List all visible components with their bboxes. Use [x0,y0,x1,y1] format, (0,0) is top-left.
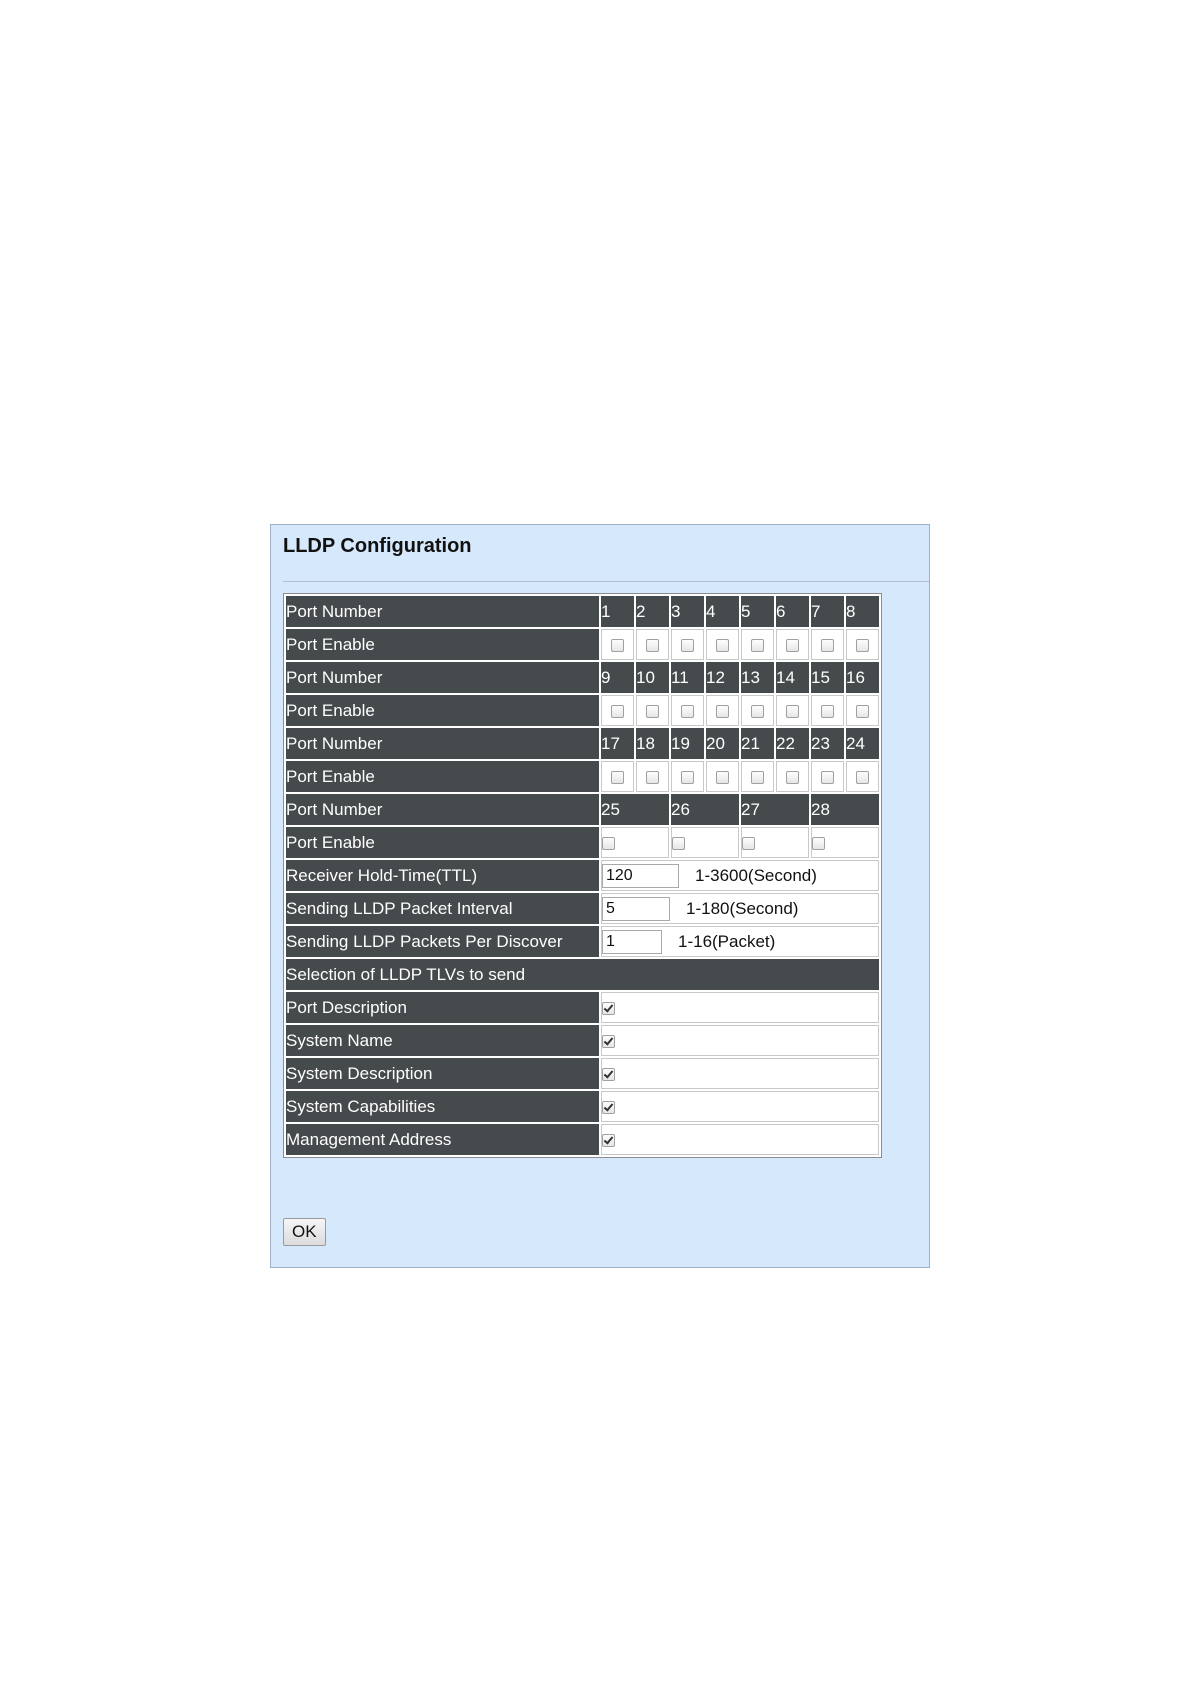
port-enable-cell [601,629,634,660]
setting-value-cell [601,860,879,891]
lldp-config-table [283,593,882,1158]
port-5-enable-checkbox[interactable] [751,639,764,652]
port-enable-cell [671,629,704,660]
port-enable-label: Port Enable [286,827,599,858]
setting-label: Sending LLDP Packets Per Discover [286,926,599,957]
port-20-enable-checkbox[interactable] [716,771,729,784]
port-number-label: Port Number [286,794,599,825]
port-enable-cell [601,761,634,792]
tlv-row [286,1091,879,1122]
port-enable-cell [671,827,739,858]
port-18-enable-checkbox[interactable] [646,771,659,784]
tlv-label: Management Address [286,1124,599,1155]
port-27-enable-checkbox[interactable] [742,837,755,850]
page-title: LLDP Configuration [283,535,472,557]
port-number-7: 7 [811,596,844,627]
port-enable-cell [846,761,879,792]
port-enable-cell [776,695,809,726]
port-24-enable-checkbox[interactable] [856,771,869,784]
port-1-enable-checkbox[interactable] [611,639,624,652]
port-9-enable-checkbox[interactable] [611,705,624,718]
port-19-enable-checkbox[interactable] [681,771,694,784]
port-number-23: 23 [811,728,844,759]
port-number-25: 25 [601,794,669,825]
port-23-enable-checkbox[interactable] [821,771,834,784]
port-enable-row [286,827,879,858]
setting-input[interactable]: 1 [602,930,662,954]
port-enable-label: Port Enable [286,761,599,792]
port-10-enable-checkbox[interactable] [646,705,659,718]
port-number-22: 22 [776,728,809,759]
port-number-row [286,728,879,759]
port-number-5: 5 [741,596,774,627]
tlv-row [286,1025,879,1056]
port-number-18: 18 [636,728,669,759]
port-15-enable-checkbox[interactable] [821,705,834,718]
port-enable-cell [636,695,669,726]
port-7-enable-checkbox[interactable] [821,639,834,652]
tlv-checkbox[interactable] [602,1002,615,1015]
port-4-enable-checkbox[interactable] [716,639,729,652]
port-enable-cell [776,629,809,660]
port-number-26: 26 [671,794,739,825]
port-enable-cell [846,695,879,726]
title-divider [283,581,929,582]
tlv-section-row [286,959,879,990]
port-number-21: 21 [741,728,774,759]
port-number-12: 12 [706,662,739,693]
port-number-10: 10 [636,662,669,693]
tlv-label: System Description [286,1058,599,1089]
port-number-16: 16 [846,662,879,693]
tlv-checkbox-cell [601,1025,879,1056]
port-enable-cell [706,695,739,726]
port-enable-cell [671,695,704,726]
port-number-11: 11 [671,662,704,693]
port-number-9: 9 [601,662,634,693]
lldp-config-panel [270,524,930,1268]
setting-input[interactable]: 120 [602,864,679,888]
tlv-checkbox-cell [601,1058,879,1089]
port-14-enable-checkbox[interactable] [786,705,799,718]
setting-row [286,860,879,891]
setting-row [286,893,879,924]
tlv-checkbox-cell [601,1091,879,1122]
port-enable-cell [741,695,774,726]
port-6-enable-checkbox[interactable] [786,639,799,652]
port-number-20: 20 [706,728,739,759]
tlv-row [286,1058,879,1089]
port-number-6: 6 [776,596,809,627]
tlv-label: Port Description [286,992,599,1023]
port-2-enable-checkbox[interactable] [646,639,659,652]
tlv-checkbox[interactable] [602,1134,615,1147]
port-enable-cell [636,761,669,792]
port-enable-cell [601,695,634,726]
port-25-enable-checkbox[interactable] [602,837,615,850]
port-number-27: 27 [741,794,809,825]
port-enable-label: Port Enable [286,695,599,726]
tlv-label: System Name [286,1025,599,1056]
port-8-enable-checkbox[interactable] [856,639,869,652]
port-number-label: Port Number [286,596,599,627]
port-enable-cell [636,629,669,660]
port-number-28: 28 [811,794,879,825]
port-number-17: 17 [601,728,634,759]
tlv-row [286,1124,879,1155]
port-3-enable-checkbox[interactable] [681,639,694,652]
setting-label: Receiver Hold-Time(TTL) [286,860,599,891]
port-28-enable-checkbox[interactable] [812,837,825,850]
port-enable-cell [811,695,844,726]
port-enable-cell [846,629,879,660]
setting-value-cell [601,893,879,924]
tlv-checkbox-cell [601,1124,879,1155]
port-enable-row [286,629,879,660]
port-number-13: 13 [741,662,774,693]
setting-row [286,926,879,957]
port-enable-cell [811,827,879,858]
port-number-label: Port Number [286,662,599,693]
ok-button[interactable]: OK [283,1218,326,1246]
tlv-checkbox[interactable] [602,1035,615,1048]
port-16-enable-checkbox[interactable] [856,705,869,718]
tlv-label: System Capabilities [286,1091,599,1122]
port-enable-cell [671,761,704,792]
setting-range: 1-3600(Second) [695,865,817,885]
port-number-row [286,596,879,627]
tlv-checkbox[interactable] [602,1068,615,1081]
port-number-label: Port Number [286,728,599,759]
port-17-enable-checkbox[interactable] [611,771,624,784]
port-enable-cell [811,761,844,792]
port-number-19: 19 [671,728,704,759]
port-12-enable-checkbox[interactable] [716,705,729,718]
port-number-row [286,794,879,825]
port-enable-cell [706,629,739,660]
port-number-1: 1 [601,596,634,627]
port-number-14: 14 [776,662,809,693]
port-enable-cell [811,629,844,660]
tlv-checkbox[interactable] [602,1101,615,1114]
tlv-row [286,992,879,1023]
port-number-15: 15 [811,662,844,693]
port-enable-row [286,761,879,792]
setting-input[interactable]: 5 [602,897,670,921]
port-number-3: 3 [671,596,704,627]
port-number-24: 24 [846,728,879,759]
port-enable-cell [706,761,739,792]
port-26-enable-checkbox[interactable] [672,837,685,850]
setting-range: 1-16(Packet) [678,931,776,951]
port-number-2: 2 [636,596,669,627]
port-enable-row [286,695,879,726]
port-enable-cell [741,761,774,792]
setting-range: 1-180(Second) [686,898,799,918]
port-22-enable-checkbox[interactable] [786,771,799,784]
tlv-section-header: Selection of LLDP TLVs to send [286,959,879,990]
port-enable-cell [601,827,669,858]
setting-value-cell [601,926,879,957]
port-enable-cell [741,827,809,858]
tlv-checkbox-cell [601,992,879,1023]
port-enable-cell [776,761,809,792]
port-number-8: 8 [846,596,879,627]
port-number-4: 4 [706,596,739,627]
port-13-enable-checkbox[interactable] [751,705,764,718]
port-21-enable-checkbox[interactable] [751,771,764,784]
port-enable-cell [741,629,774,660]
port-number-row [286,662,879,693]
port-11-enable-checkbox[interactable] [681,705,694,718]
port-enable-label: Port Enable [286,629,599,660]
setting-label: Sending LLDP Packet Interval [286,893,599,924]
